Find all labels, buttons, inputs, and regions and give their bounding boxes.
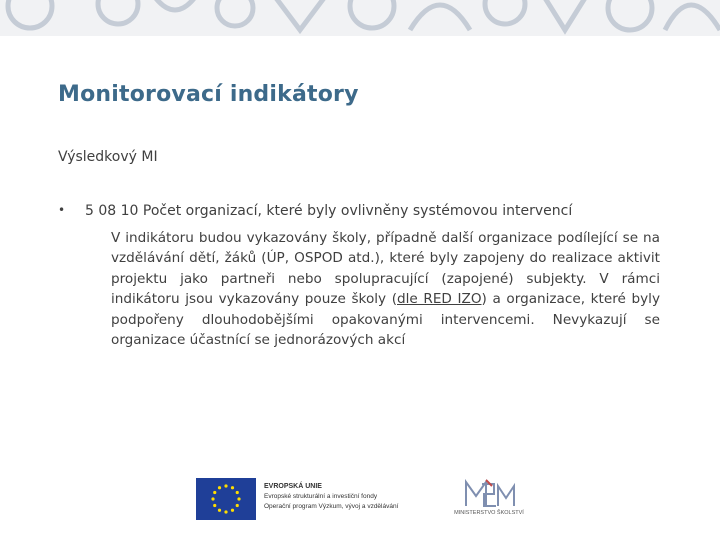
eu-star	[224, 510, 227, 513]
eu-star	[231, 486, 234, 489]
decorative-pattern	[0, 0, 720, 36]
msmt-caption: MINISTERSTVO ŠKOLSTVÍ	[454, 510, 524, 516]
indicator-title: 5 08 10 Počet organizací, které byly ovlivněny systémovou intervencí	[85, 203, 573, 219]
section-subtitle: Výsledkový MI	[58, 149, 158, 165]
indicator-description	[111, 228, 660, 350]
bullet-marker: •	[58, 203, 66, 217]
eu-star	[224, 484, 227, 487]
red-izo-link[interactable]: dle RED IZO	[397, 291, 482, 308]
description-part-1: V indikátoru budou vykazovány školy, případně další organizace podílející se na vzdělávání dětí, žáků (ÚP, OSPOD atd.), které byly zapojeny do realizace aktivit projektu jako partneři nebo spolupracující (zapojené) subjekty. V rámci indikátoru jsou vykazovány pouze školy (	[111, 230, 660, 308]
description-part-2: ) a organizace, které byly podpořeny dlouhodobějšími opakovanými intervencemi. Nevykazují se organizace účastnící se jednorázových akcí	[111, 291, 660, 349]
eu-line-2: Evropské strukturální a investiční fondy	[264, 493, 378, 500]
eu-star	[237, 497, 240, 500]
footer-logos	[196, 476, 536, 522]
eu-star	[236, 491, 239, 494]
eu-logo-text	[264, 482, 398, 512]
page-title: Monitorovací indikátory	[58, 82, 359, 107]
eu-line-1: EVROPSKÁ UNIE	[264, 483, 322, 490]
eu-star	[213, 491, 216, 494]
eu-star	[236, 504, 239, 507]
header-pattern-band	[0, 0, 720, 36]
eu-line-3: Operační program Výzkum, vývoj a vzdělávání	[264, 503, 399, 510]
eu-star	[218, 509, 221, 512]
eu-star	[213, 504, 216, 507]
eu-stars-icon	[196, 478, 256, 520]
eu-star	[218, 486, 221, 489]
msmt-emblem-icon	[442, 476, 536, 510]
eu-star	[231, 509, 234, 512]
eu-flag-logo	[196, 478, 256, 520]
msmt-logo	[442, 476, 536, 522]
eu-star	[211, 497, 214, 500]
